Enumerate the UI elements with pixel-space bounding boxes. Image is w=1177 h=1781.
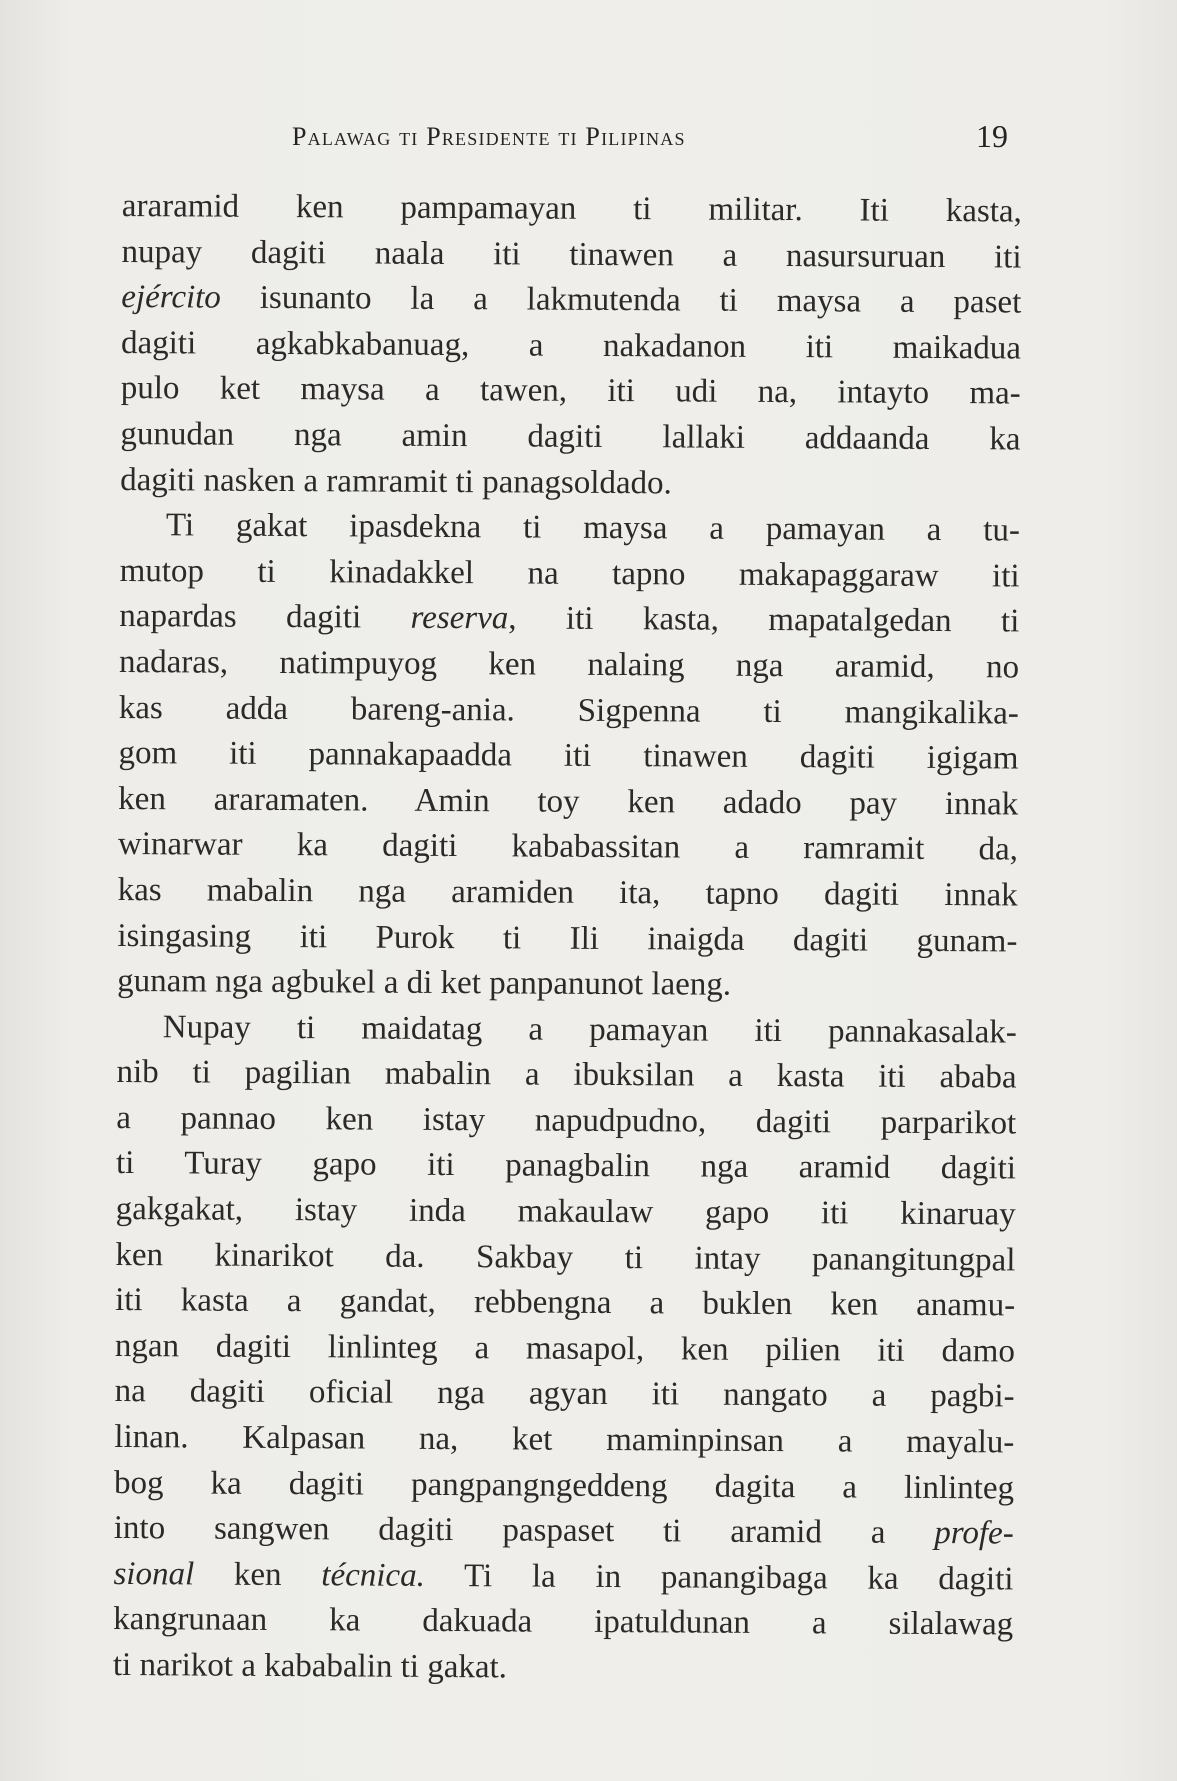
text-line: ti Turay gapo iti panagbalin nga aramid dagiti <box>115 1145 1017 1187</box>
italic-term: técnica. <box>321 1557 425 1594</box>
running-title: Palawag ti Presidente ti Pilipinas <box>292 122 686 151</box>
text-line: iti kasta a gandat, rebbengna a buklen ken anamu- <box>115 1282 1016 1324</box>
italic-term: profe- <box>934 1515 1014 1552</box>
text-line: linan. Kalpasan na, ket maminpinsan a mayalu- <box>114 1419 1015 1461</box>
text-line: nadaras, natimpuyog ken nalaing nga aramid, no <box>118 643 1020 686</box>
text-line: bog ka dagiti pangpangngeddeng dagita a linlinteg <box>113 1464 1015 1507</box>
text-line: kangrunaan ka dakuada ipatuldunan a silalawag <box>113 1601 1014 1643</box>
text-line: a pannao ken istay napudpudno, dagiti parparikot <box>116 1099 1017 1142</box>
running-head <box>292 118 1018 158</box>
page-number: 19 <box>976 118 1008 154</box>
text-line: nupay dagiti naala iti tinawen a nasursuruan iti <box>121 233 1022 276</box>
text-line: nib ti pagilian mabalin a ibuksilan a kasta iti ababa <box>116 1054 1017 1096</box>
text-line: Ti gakat ipasdekna ti maysa a pamayan a tu- <box>165 507 1021 549</box>
text-line: gunudan nga amin dagiti lallaki addaanda ka <box>120 415 1021 458</box>
text-line: winarwar ka dagiti kababassitan a ramramit da, <box>117 826 1019 868</box>
paragraph <box>113 1005 1017 1694</box>
text-line: ngan dagiti linlinteg a masapol, ken pilien iti damo <box>114 1327 1015 1370</box>
text-line: gakgakat, istay inda makaulaw gapo iti kinaruay <box>115 1191 1016 1233</box>
text-line: gunam nga agbukel a di ket panpanunot laeng. <box>117 963 732 1003</box>
text-line: araramid ken pampamayan ti militar. Iti kasta, <box>121 187 1022 230</box>
text-line: mutop ti kinadakkel na tapno makapaggaraw iti <box>119 552 1020 595</box>
text-line: pulo ket maysa a tawen, iti udi na, intayto ma- <box>120 370 1021 412</box>
body-text <box>113 184 1022 1694</box>
text-line: gom iti pannakapaadda iti tinawen dagiti igigam <box>118 735 1019 777</box>
text-line: Nupay ti maidatag a pamayan iti pannakasalak- <box>162 1008 1017 1051</box>
italic-term: reserva <box>410 600 509 637</box>
text-line: isingasing iti Purok ti Ili inaigda dagiti gunam- <box>117 917 1018 959</box>
text-line: dagiti nasken a ramramit ti panagsoldado. <box>120 461 672 501</box>
text-line: ejército isunanto la a lakmutenda ti maysa a paset <box>121 279 1022 321</box>
paragraph <box>117 503 1020 1010</box>
text-line: ti narikot a kababalin ti gakat. <box>112 1646 508 1686</box>
italic-term: ejército <box>121 279 221 316</box>
paragraph <box>120 184 1022 509</box>
text-line: kas adda bareng-ania. Sigpenna ti mangikalika- <box>118 689 1019 732</box>
text-line: into sangwen dagiti paspaset ti aramid a profe- <box>113 1510 1014 1552</box>
text-line: ken araramaten. Amin toy ken adado pay innak <box>118 780 1019 823</box>
text-line: dagiti agkabkabanuag, a nakadanon iti maikadua <box>120 324 1022 367</box>
text-line: kas mabalin nga aramiden ita, tapno dagiti innak <box>117 871 1018 914</box>
text-line: sional ken técnica. Ti la in panangibaga ka dagiti <box>113 1555 1014 1598</box>
text-line: ken kinarikot da. Sakbay ti intay panangitungpal <box>115 1236 1016 1279</box>
text-line: na dagiti oficial nga agyan iti nangato a pagbi- <box>114 1373 1015 1415</box>
italic-term: sional <box>113 1555 195 1593</box>
text-line: napardas dagiti reserva, iti kasta, mapatalgedan ti <box>119 598 1020 640</box>
